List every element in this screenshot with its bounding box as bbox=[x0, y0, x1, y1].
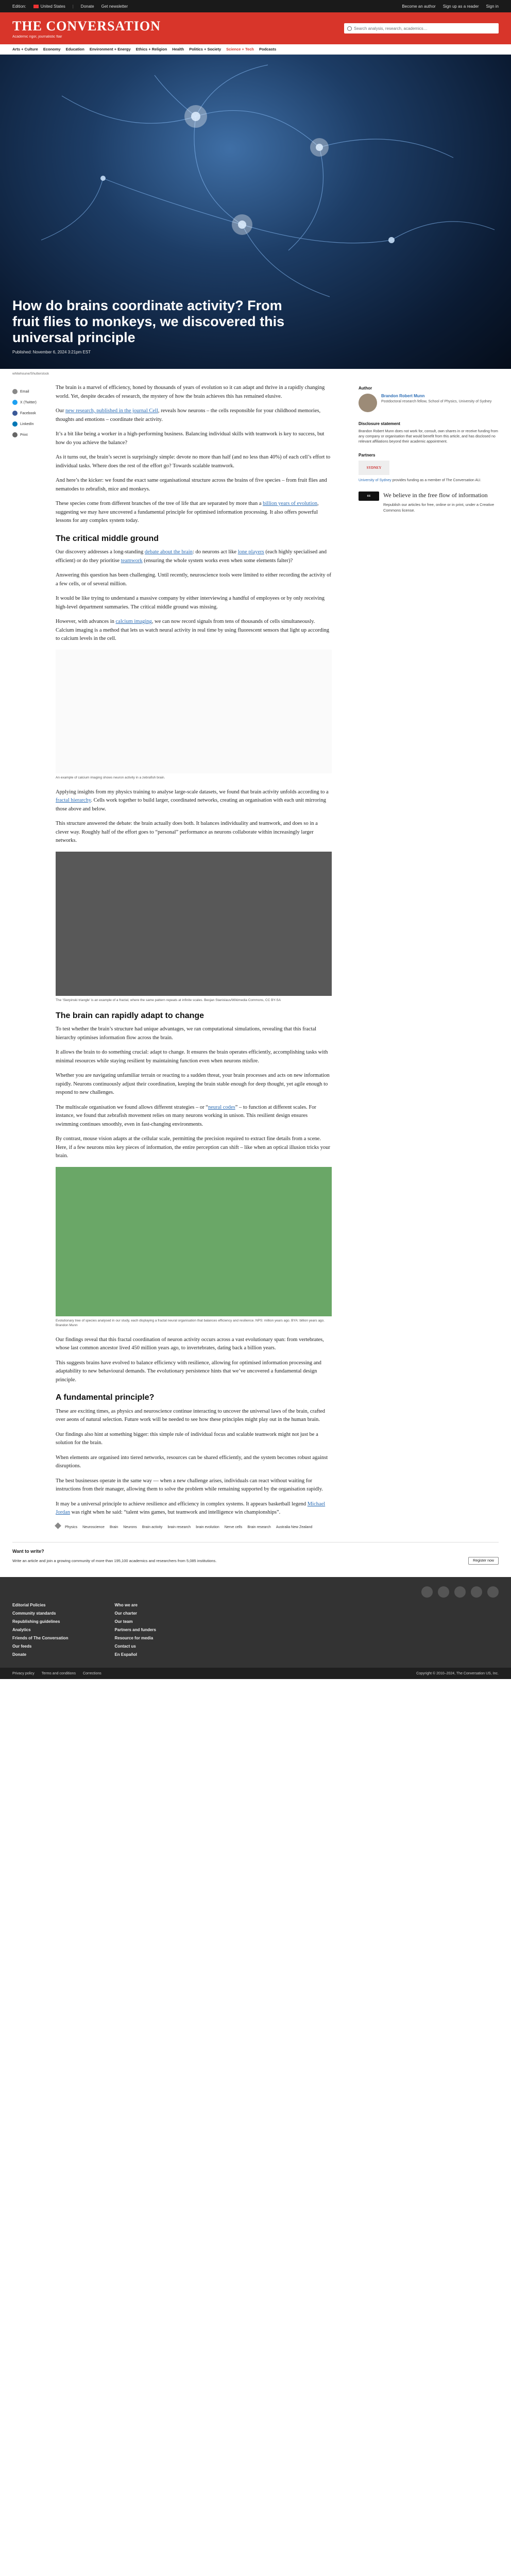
sign-in-link[interactable]: Sign in bbox=[486, 4, 499, 9]
site-logo[interactable]: THE CONVERSATION bbox=[12, 18, 161, 33]
newsletter-link[interactable]: Get newsletter bbox=[101, 4, 128, 9]
tag-link[interactable]: Brain activity bbox=[142, 1525, 163, 1529]
search-box[interactable] bbox=[344, 23, 499, 33]
paragraph: However, with advances in calcium imaging, we can now record signals from tens of thousands of cells simultaneously. Calcium imaging is a method that lets us watch neural activity in real time by using fluorescent sensors that light up according to calcium levels in the cell. bbox=[56, 619, 329, 641]
top-utility-bar: Edition: United States | Donate Get newsletter Become an author Sign up as a reader Sign in bbox=[0, 0, 511, 12]
nav-podcasts[interactable]: Podcasts bbox=[259, 47, 277, 52]
article-title: How do brains coordinate activity? From fruit flies to monkeys, we discovered this universal principle bbox=[12, 298, 285, 345]
footer-link[interactable]: Our feeds bbox=[12, 1644, 32, 1649]
inline-link[interactable]: teamwork bbox=[121, 557, 143, 564]
nav-ethics-religion[interactable]: Ethics + Religion bbox=[135, 47, 167, 52]
paragraph: Applying insights from my physics training to analyse large-scale datasets, we found that brain activity unfolds according to a fractal hierarchy. Cells work together to build larger, coordinated networks, creating an organisation with each unit mirroring those above and below. bbox=[56, 789, 329, 812]
paragraph: Our findings reveal that this fractal coordination of neuron activity occurs across a vast evolutionary span: from vertebrates, whose last common ancestor lived 450 million years ago, to invertebrates, dating back a billion years. bbox=[56, 1336, 324, 1351]
paragraph: To test whether the brain’s structure had unique advantages, we ran computational simulations, revealing that this fractal hierarchy optimises information flow across the brain. bbox=[56, 1026, 317, 1041]
section-heading: The brain can rapidly adapt to change bbox=[56, 1011, 205, 1020]
paragraph: The multiscale organisation we found allows different strategies – or “neural codes” – to function at different scales. For instance, we found that zebrafish movement relies on many neurons working in unison. This resilient design ensures swimming continues smoothly, even in fast-changing environments. bbox=[56, 1104, 316, 1127]
paragraph: Whether you are navigating unfamiliar terrain or reacting to a sudden threat, your brain processes and acts on new information rapidly. Neurons continuously adjust their coordination, keeping the brain stable enough for deep thought, yet agile enough to respond to new challenges. bbox=[56, 1073, 330, 1095]
nav-health[interactable]: Health bbox=[172, 47, 184, 52]
paragraph: Answering this question has been challenging. Until recently, neuroscience tools were limited to either recording the activity of a few cells, or of several million. bbox=[56, 572, 331, 587]
category-nav bbox=[0, 44, 511, 55]
section-heading: A fundamental principle? bbox=[56, 1393, 155, 1402]
edition-selector[interactable]: United States bbox=[33, 4, 65, 9]
paragraph: The brain is a marvel of efficiency, honed by thousands of years of evolution so it can adapt and thrive in a rapidly changing world. Yet, despite decades of research, the mystery of how the brain achieves this has remained elusive. bbox=[56, 385, 325, 399]
creative-commons-box bbox=[359, 492, 499, 513]
footer-link[interactable]: En Español bbox=[114, 1652, 138, 1657]
sierpinski-image bbox=[56, 852, 332, 996]
author-heading: Author bbox=[359, 386, 372, 391]
become-author-link[interactable]: Become an author bbox=[402, 4, 436, 9]
inline-link[interactable]: new research, published in the journal Cell bbox=[65, 408, 158, 414]
footer-link[interactable]: Editorial Policies bbox=[12, 1603, 46, 1607]
email-icon bbox=[12, 389, 18, 394]
footer-link[interactable]: Republishing guidelines bbox=[12, 1619, 60, 1624]
inline-link[interactable]: calcium imaging bbox=[115, 619, 152, 624]
calcium-imaging-video[interactable] bbox=[56, 650, 332, 773]
footer-bottom-bar bbox=[0, 1668, 511, 1679]
tag-link[interactable]: Brain bbox=[109, 1525, 118, 1529]
cc-text: Republish our articles for free, online or in print, under a Creative Commons license. bbox=[383, 502, 495, 513]
creative-commons-logo: cc bbox=[359, 492, 379, 501]
author-name[interactable]: Brandon Robert Munn bbox=[381, 394, 425, 398]
paragraph: These are exciting times, as physics and neuroscience continue interacting to uncover the universal laws of the brain, crafted over aeons of natural selection. Future work will be needed to see how these principles might play out in the human brain. bbox=[56, 1408, 326, 1422]
rss-icon[interactable] bbox=[487, 1586, 499, 1598]
tag-link[interactable]: brain research bbox=[167, 1525, 191, 1529]
terms-link[interactable]: Terms and conditions bbox=[41, 1671, 76, 1675]
nav-economy[interactable]: Economy bbox=[43, 47, 61, 52]
footer-link[interactable]: Our team bbox=[114, 1619, 133, 1624]
figure-sierpinski bbox=[56, 852, 332, 1003]
sign-up-link[interactable]: Sign up as a reader bbox=[442, 4, 479, 9]
university-of-sydney-logo[interactable]: SYDNEY bbox=[359, 461, 389, 475]
paragraph: As it turns out, the brain’s secret is surprisingly simple: devote no more than half (and no less than 40%) of each cell’s effort to individual tasks. Where does the rest of the effort go? Towards scalable teamwork. bbox=[56, 454, 331, 469]
paragraph: When elements are organised into tiered networks, resources can be shared efficiently, and the system becomes robust against disruptions. bbox=[56, 1454, 328, 1469]
share-linkedin[interactable]: LinkedIn bbox=[12, 421, 43, 427]
linkedin-icon bbox=[12, 421, 18, 427]
share-email[interactable]: Email bbox=[12, 389, 43, 394]
write-for-us-section bbox=[12, 1542, 499, 1571]
paragraph: Our new research, published in the journal Cell, reveals how neurons – the cells responsible for your childhood memories, thoughts and emotions – coordinate their activity. bbox=[56, 408, 321, 422]
nav-education[interactable]: Education bbox=[65, 47, 84, 52]
nav-politics-society[interactable]: Politics + Society bbox=[189, 47, 222, 52]
masthead bbox=[0, 12, 511, 44]
inline-link[interactable]: billion years of evolution bbox=[263, 501, 317, 506]
figure-caption: The ‘Sierpinski triangle’ is an example of a fractal, where the same pattern repeats at infinite scales. Beojan Stanislaus/Wikimedia Commons, CC BY-SA bbox=[56, 998, 281, 1002]
twitter-icon[interactable] bbox=[438, 1586, 449, 1598]
partner-link[interactable]: University of Sydney bbox=[359, 479, 391, 482]
hero-credit: whitehoune/Shutterstock bbox=[12, 372, 49, 376]
footer-link[interactable]: Donate bbox=[12, 1652, 27, 1657]
tag-link[interactable]: Nerve cells bbox=[224, 1525, 243, 1529]
footer-link[interactable]: Partners and funders bbox=[114, 1628, 156, 1632]
facebook-icon[interactable] bbox=[421, 1586, 433, 1598]
inline-link[interactable]: lone players bbox=[237, 549, 264, 555]
tag-link[interactable]: Neuroscience bbox=[82, 1525, 105, 1529]
figure-calcium-imaging bbox=[56, 650, 332, 780]
paragraph: And here’s the kicker: we found the exact same organisational structure across the brains of five species – from fruit flies and nematodes to zebrafish, mice and monkeys. bbox=[56, 478, 327, 492]
us-flag-icon bbox=[33, 5, 39, 8]
partner-text: University of Sydney provides funding as a member of The Conversation AU. bbox=[359, 479, 481, 482]
disclosure-heading: Disclosure statement bbox=[359, 421, 400, 426]
inline-link[interactable]: debate about the brain bbox=[144, 549, 193, 555]
paragraph: The best businesses operate in the same way — when a new challenge arises, individuals can react without waiting for instructions from their manager, allowing them to solve the problem while remaining supported by the organisation rapidly. bbox=[56, 1478, 323, 1492]
tag-link[interactable]: brain evolution bbox=[196, 1525, 219, 1529]
footer bbox=[0, 1577, 511, 1668]
article-tags bbox=[56, 1523, 332, 1532]
search-icon[interactable] bbox=[347, 26, 352, 31]
paragraph: Our discovery addresses a long-standing debate about the brain: do neurons act like lone players (each highly specialised and efficient) or do they prioritise teamwork (ensuring the whole system works even when some elements falter)? bbox=[56, 549, 327, 564]
share-panel bbox=[12, 384, 43, 1542]
paragraph: It allows the brain to do something crucial: adapt to change. It ensures the brain operates efficiently, accomplishing tasks with minimal resources while staying resilient by maintaining function even when neurons misfire. bbox=[56, 1049, 328, 1064]
sidebar bbox=[359, 384, 499, 1542]
edition-label: Edition: bbox=[12, 4, 26, 9]
print-icon bbox=[12, 432, 18, 437]
copyright: Copyright © 2010–2024, The Conversation US, Inc. bbox=[416, 1671, 499, 1675]
inline-link[interactable]: fractal hierarchy bbox=[56, 798, 91, 803]
paragraph: Our findings also hint at something bigger: this simple rule of individual focus and scalable teamwork might not just be a solution for the brain. bbox=[56, 1431, 318, 1446]
facebook-icon bbox=[12, 411, 18, 416]
figure-caption: An example of calcium imaging shows neuron activity in a zebrafish brain. bbox=[56, 775, 165, 779]
main-layout bbox=[0, 379, 511, 1542]
tag-icon bbox=[55, 1522, 61, 1529]
nav-environment-energy[interactable]: Environment + Energy bbox=[89, 47, 131, 52]
footer-link[interactable]: Resource for media bbox=[114, 1636, 154, 1640]
write-text: Write an article and join a growing community of more than 195,100 academics and researchers from 5,085 institutions. bbox=[12, 1558, 217, 1563]
site-tagline: Academic rigor, journalistic flair bbox=[12, 35, 62, 39]
author-card bbox=[359, 394, 499, 412]
footer-column-2 bbox=[114, 1603, 156, 1660]
section-heading: The critical middle ground bbox=[56, 534, 159, 543]
share-print[interactable]: Print bbox=[12, 432, 43, 437]
footer-link[interactable]: Our charter bbox=[114, 1611, 138, 1616]
paragraph: This suggests brains have evolved to balance efficiency with resilience, allowing for optimised information processing and adaptability to new behavioural demands. The evolutionary persistence hints that we’ve uncovered a fundamental design principle. bbox=[56, 1360, 321, 1383]
tag-link[interactable]: Australia New Zealand bbox=[276, 1525, 313, 1529]
nav-arts-culture[interactable]: Arts + Culture bbox=[12, 47, 38, 52]
published-date: Published: November 6, 2024 3:21pm EST bbox=[12, 350, 91, 354]
article-body bbox=[56, 384, 332, 1542]
figure-caption: Evolutionary tree of species analysed in our study, each displaying a fractal neural organisation that balances efficiency and resilience. NPS: million years ago. BYA: billion years ago. Brandon Munn bbox=[56, 1318, 325, 1327]
inline-link[interactable]: neural codes bbox=[208, 1104, 235, 1110]
paragraph: It’s a bit like being a worker in a high-performing business. Balancing individual skills with teamwork is key to success, but how do you achieve the balance? bbox=[56, 431, 325, 446]
paragraph: By contrast, mouse vision adapts at the cellular scale, permitting the precision required to extract fine details from a scene. Here, if a few neurons miss key pieces of information, the entire perception can shift – like when an optical illusion tricks your brain. bbox=[56, 1136, 331, 1159]
x-twitter-icon bbox=[12, 400, 18, 405]
register-button[interactable]: Register now bbox=[468, 1557, 499, 1565]
partners-heading: Partners bbox=[359, 453, 376, 457]
footer-link[interactable]: Community standards bbox=[12, 1611, 56, 1616]
instagram-icon[interactable] bbox=[471, 1586, 482, 1598]
tag-link[interactable]: Physics bbox=[65, 1525, 78, 1529]
paragraph: It may be a universal principle to achieve resilience and efficiency in complex systems. It appears basketball legend Michael Jordan was right when he said: “talent wins games, but teamwork and intelligence win championships”. bbox=[56, 1501, 326, 1515]
tag-link[interactable]: Neurons bbox=[123, 1525, 137, 1529]
footer-link[interactable]: Friends of The Conversation bbox=[12, 1636, 69, 1640]
disclosure-text: Brandon Robert Munn does not work for, consult, own shares in or receive funding from any company or organisation that would benefit from this article, and has disclosed no relevant affiliations beyond their academic appointment. bbox=[359, 430, 498, 444]
footer-column-1 bbox=[12, 1603, 68, 1660]
footer-link[interactable]: Who we are bbox=[114, 1603, 138, 1607]
footer-link[interactable]: Analytics bbox=[12, 1628, 31, 1632]
share-facebook[interactable]: Facebook bbox=[12, 411, 43, 416]
nav-science-tech[interactable]: Science + Tech bbox=[226, 47, 254, 52]
donate-link[interactable]: Donate bbox=[80, 4, 94, 9]
inline-link[interactable]: Michael Jordan bbox=[56, 1501, 326, 1515]
hero-image bbox=[0, 55, 511, 369]
paragraph: It would be like trying to understand a massive company by either interviewing a handful of employees or by only receiving high-level department summaries. The critical middle ground was missing. bbox=[56, 596, 325, 610]
privacy-link[interactable]: Privacy policy bbox=[12, 1671, 35, 1675]
figure-evolutionary-tree bbox=[56, 1167, 332, 1328]
share-twitter[interactable]: X (Twitter) bbox=[12, 400, 43, 405]
write-heading: Want to write? bbox=[12, 1549, 44, 1554]
tag-link[interactable]: Brain research bbox=[247, 1525, 271, 1529]
footer-link[interactable]: Contact us bbox=[114, 1644, 136, 1649]
social-links bbox=[12, 1586, 499, 1598]
author-avatar[interactable] bbox=[359, 394, 377, 412]
linkedin-icon[interactable] bbox=[454, 1586, 466, 1598]
search-input[interactable] bbox=[354, 26, 496, 31]
author-role: Postdoctoral research fellow, School of Physics, University of Sydney bbox=[381, 400, 492, 403]
paragraph: This structure answered the debate: the brain actually does both. It balances individuality and teamwork, and does so in a clever way. Roughly half of the effort goes to “personal” performance as neurons collaborate within increasingly larger networks. bbox=[56, 821, 318, 843]
corrections-link[interactable]: Corrections bbox=[82, 1671, 101, 1675]
evolutionary-tree-image bbox=[56, 1167, 332, 1316]
paragraph: These species come from different branches of the tree of life that are separated by more than a billion years of evolution, suggesting we may have uncovered a fundamental principle for optimised information processing. It also offers powerful lessons for any complex system today. bbox=[56, 501, 319, 523]
cc-heading: We believe in the free flow of information bbox=[383, 492, 488, 499]
